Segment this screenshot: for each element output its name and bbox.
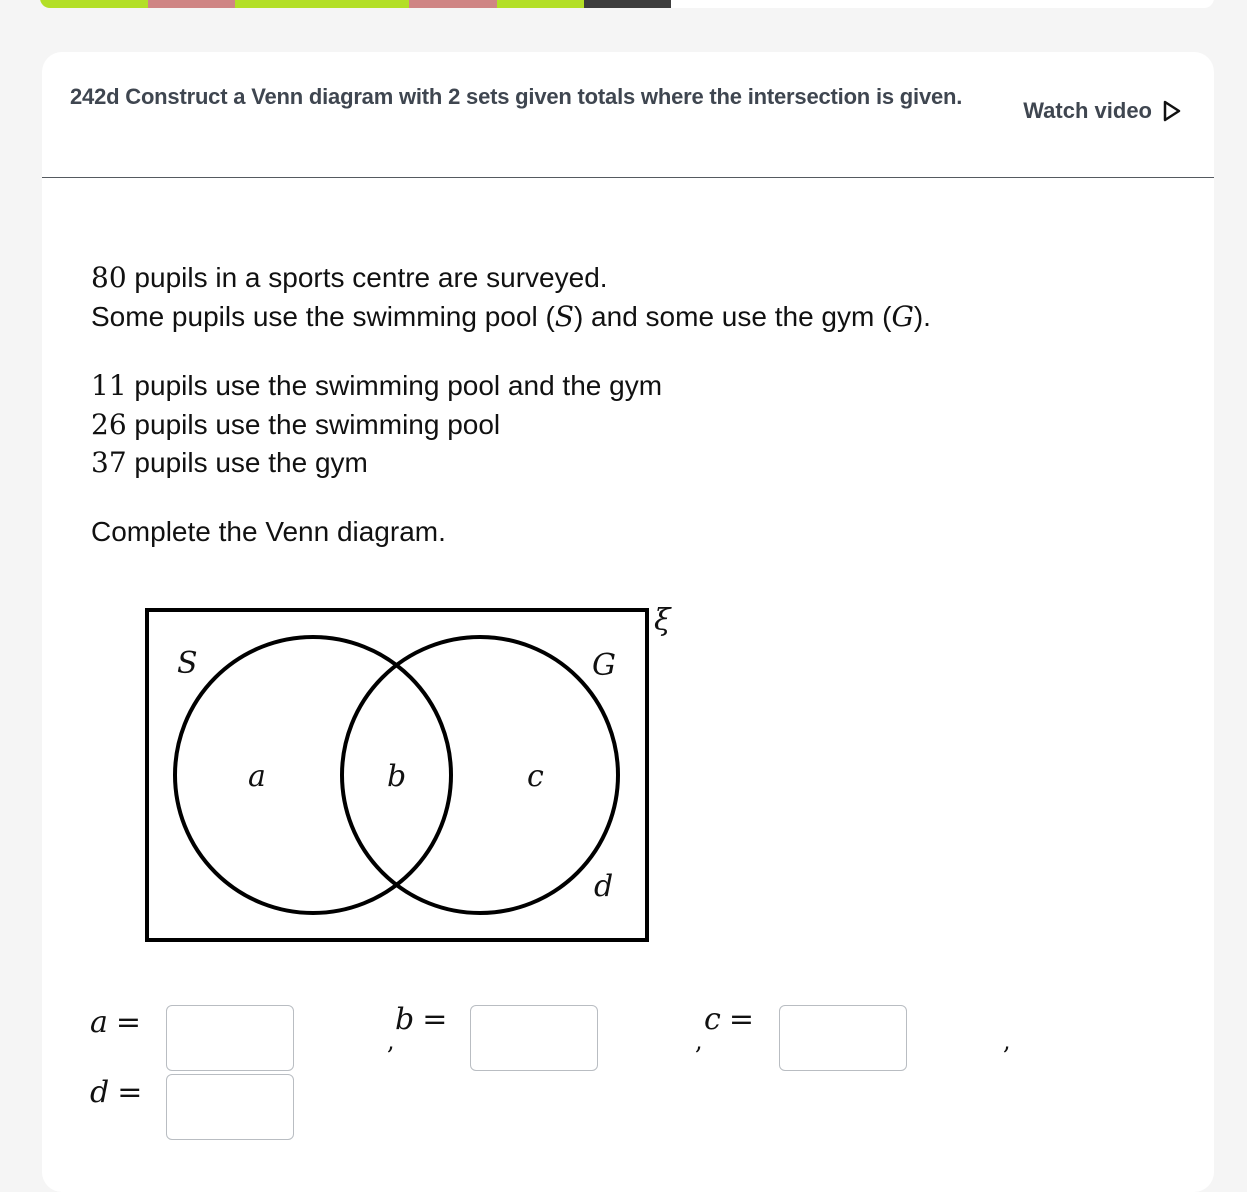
- fact-gym-number: 37: [91, 446, 127, 479]
- separator-comma: ,: [1003, 1027, 1011, 1055]
- progress-segment: [409, 0, 497, 8]
- fact-gym-line: [91, 444, 368, 482]
- set-s-circle: [175, 637, 451, 913]
- set-g-circle: [342, 637, 618, 913]
- region-d-label: d: [594, 869, 614, 904]
- venn-diagram: [142, 600, 702, 945]
- fact-pool-number: 26: [91, 408, 127, 441]
- watch-video-button[interactable]: [1023, 98, 1182, 124]
- question-card: [42, 52, 1214, 1192]
- progress-segment: [40, 0, 148, 8]
- question-sets-line: [91, 298, 931, 336]
- sets-text-post: ).: [913, 301, 931, 332]
- answer-b-label: [395, 1002, 447, 1037]
- fact-gym-text: pupils use the gym: [126, 447, 368, 478]
- region-c-label: c: [527, 759, 544, 794]
- progress-segment: [584, 0, 671, 8]
- question-intro-line: [91, 259, 608, 297]
- set-s-label: S: [177, 646, 198, 681]
- region-b-label: b: [387, 759, 407, 794]
- answer-d-label: [90, 1075, 142, 1110]
- separator-comma: ,: [695, 1027, 703, 1055]
- fact-pool-text: pupils use the swimming pool: [126, 409, 501, 440]
- answer-a-input[interactable]: [166, 1005, 294, 1071]
- answer-b-input[interactable]: [470, 1005, 598, 1071]
- answer-a-label: [90, 1005, 141, 1040]
- set-g-symbol: G: [891, 300, 914, 333]
- sets-text-mid: ) and some use the gym (: [573, 301, 892, 332]
- answer-a-equals: =: [115, 1005, 142, 1040]
- answer-a-letter: a: [90, 1005, 108, 1040]
- play-icon: [1162, 99, 1182, 123]
- separator-comma: ,: [387, 1027, 395, 1055]
- page-title: 242d Construct a Venn diagram with 2 sets given totals where the intersection is given.: [70, 84, 963, 109]
- progress-segment: [497, 0, 584, 8]
- fact-both-line: [91, 367, 662, 405]
- answer-c-label: [704, 1002, 754, 1037]
- fact-both-number: 11: [91, 369, 127, 402]
- progress-segment: [148, 0, 235, 8]
- set-s-symbol: S: [554, 300, 574, 333]
- progress-segment: [235, 0, 409, 8]
- universal-set-symbol: ξ: [654, 603, 671, 638]
- region-a-label: a: [248, 759, 266, 794]
- answer-d-input[interactable]: [166, 1074, 294, 1140]
- set-g-label: G: [592, 648, 616, 683]
- answer-d-equals: =: [117, 1075, 143, 1110]
- watch-video-label: Watch video: [1023, 98, 1152, 123]
- answer-b-equals: =: [422, 1002, 448, 1037]
- answer-b-letter: b: [395, 1002, 415, 1037]
- header-divider: [42, 177, 1214, 178]
- answer-c-letter: c: [704, 1002, 721, 1037]
- fact-both-text: pupils use the swimming pool and the gym: [126, 370, 663, 401]
- question-intro-text: pupils in a sports centre are surveyed.: [126, 262, 608, 293]
- progress-bar: [40, 0, 1214, 8]
- answer-d-letter: d: [90, 1075, 110, 1110]
- instruction-text: Complete the Venn diagram.: [91, 516, 446, 547]
- pupil-total-number: 80: [91, 261, 127, 294]
- sets-text-pre: Some pupils use the swimming pool (: [91, 301, 555, 332]
- answer-c-equals: =: [728, 1002, 754, 1037]
- fact-pool-line: [91, 406, 500, 444]
- answer-c-input[interactable]: [779, 1005, 907, 1071]
